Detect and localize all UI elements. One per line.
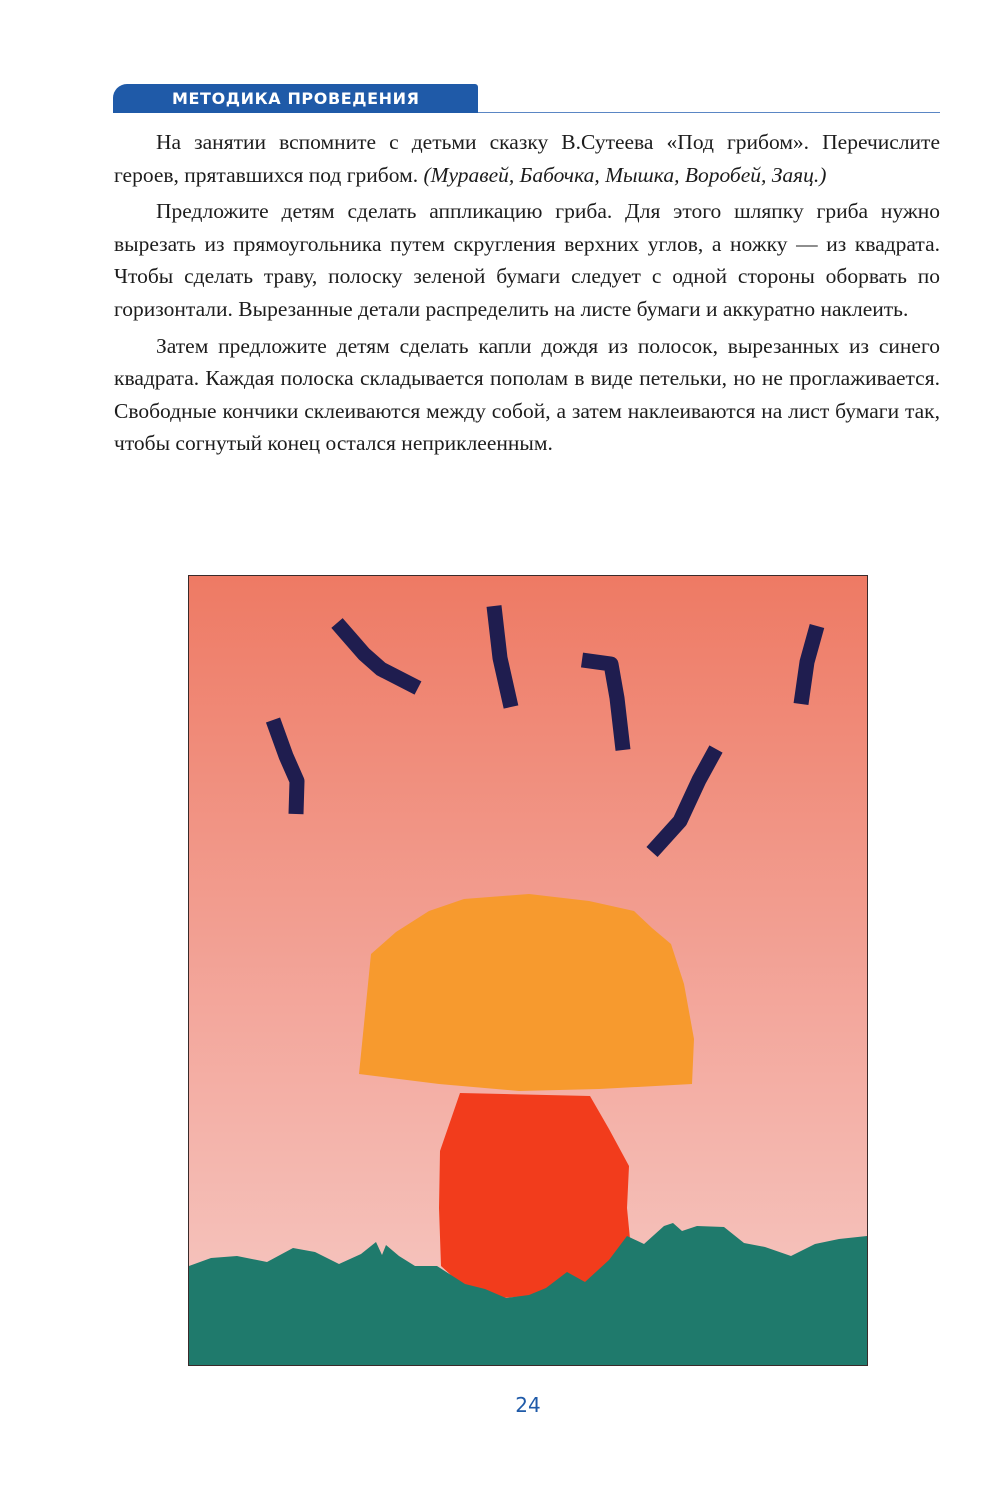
body-text bbox=[114, 126, 940, 460]
paragraph-3: Затем предложите детям сделать капли дождя из полосок, вырезанных из синего квадрата. Каждая полоска складывается пополам в виде петельки, но не проглаживается. Свободные кончики склеиваются между собой, а затем наклеиваются на лист бумаги так, чтобы согнутый конец остался неприклеенным. bbox=[114, 333, 940, 456]
section-header-title: МЕТОДИКА ПРОВЕДЕНИЯ bbox=[172, 89, 420, 108]
page-number: 24 bbox=[515, 1393, 541, 1417]
paragraph-1-heroes: (Муравей, Бабочка, Мышка, Воробей, Заяц.) bbox=[423, 162, 827, 187]
paragraph-1-text: На занятии вспомните с детьми сказку В.Сутеева «Под грибом». Перечислите героев, прятавшихся под грибом. bbox=[114, 130, 940, 187]
paragraph-1 bbox=[114, 126, 940, 191]
paragraph-2: Предложите детям сделать аппликацию гриба. Для этого шляпку гриба нужно вырезать из прямоугольника путем скругления верхних углов, а ножку — из квадрата. Чтобы сделать траву, полоску зеленой бумаги следует с одной стороны оборвать по горизонтали. Вырезанные детали распределить на листе бумаги и аккуратно наклеить. bbox=[114, 199, 940, 321]
header-divider bbox=[478, 112, 940, 113]
mushroom-applique-photo bbox=[188, 575, 868, 1366]
